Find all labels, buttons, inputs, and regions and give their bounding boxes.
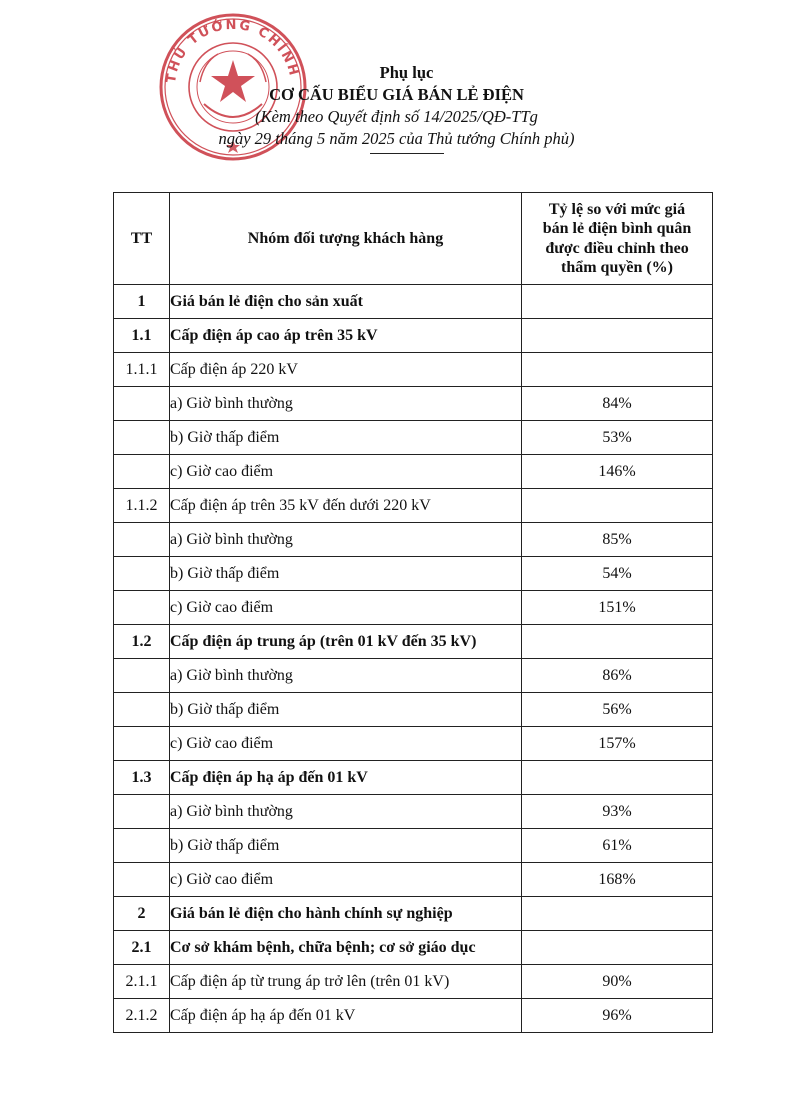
row-number: 2.1.1 [114, 965, 170, 999]
row-number: 1.1.2 [114, 489, 170, 523]
price-ratio-value [522, 931, 713, 965]
decision-reference: (Kèm theo Quyết định số 14/2025/QĐ-TTg [255, 107, 538, 126]
row-number [114, 557, 170, 591]
customer-group-name: a) Giờ bình thường [170, 523, 522, 557]
table-row [114, 421, 713, 455]
row-number [114, 659, 170, 693]
row-number [114, 795, 170, 829]
appendix-title: Phụ lục [379, 63, 434, 82]
table-row [114, 863, 713, 897]
row-number [114, 523, 170, 557]
row-number: 1 [114, 285, 170, 319]
price-ratio-value: 157% [522, 727, 713, 761]
customer-group-name: a) Giờ bình thường [170, 795, 522, 829]
row-number [114, 727, 170, 761]
table-row [114, 319, 713, 353]
table-row [114, 523, 713, 557]
table-row [114, 659, 713, 693]
price-ratio-value: 151% [522, 591, 713, 625]
column-header-ratio-line: bán lẻ điện bình quân [542, 220, 692, 237]
row-number [114, 693, 170, 727]
row-number [114, 455, 170, 489]
table-row [114, 455, 713, 489]
price-ratio-value [522, 319, 713, 353]
table-row [114, 591, 713, 625]
document-header [0, 62, 793, 154]
customer-group-name: Giá bán lẻ điện cho sản xuất [170, 285, 522, 319]
price-ratio-value: 146% [522, 455, 713, 489]
row-number [114, 421, 170, 455]
row-number: 2.1.2 [114, 999, 170, 1033]
row-number [114, 863, 170, 897]
price-ratio-value: 90% [522, 965, 713, 999]
row-number: 1.2 [114, 625, 170, 659]
table-row [114, 795, 713, 829]
customer-group-name: c) Giờ cao điểm [170, 727, 522, 761]
customer-group-name: c) Giờ cao điểm [170, 591, 522, 625]
row-number [114, 829, 170, 863]
table-row [114, 965, 713, 999]
customer-group-name: Giá bán lẻ điện cho hành chính sự nghiệp [170, 897, 522, 931]
column-header-customer-group: Nhóm đối tượng khách hàng [170, 193, 522, 285]
table-row [114, 557, 713, 591]
price-ratio-value [522, 625, 713, 659]
customer-group-name: Cấp điện áp 220 kV [170, 353, 522, 387]
row-number: 1.1.1 [114, 353, 170, 387]
table-header-row [114, 193, 713, 285]
price-ratio-value: 61% [522, 829, 713, 863]
table-row [114, 285, 713, 319]
customer-group-name: c) Giờ cao điểm [170, 863, 522, 897]
row-number [114, 387, 170, 421]
customer-group-name: Cấp điện áp hạ áp đến 01 kV [170, 761, 522, 795]
price-ratio-value [522, 353, 713, 387]
column-header-ratio [522, 193, 713, 285]
appendix-heading: CƠ CẤU BIỂU GIÁ BÁN LẺ ĐIỆN [269, 85, 524, 104]
decision-date: ngày 29 tháng 5 năm 2025 của Thủ tướng Chính phủ) [218, 129, 575, 148]
row-number: 1.1 [114, 319, 170, 353]
customer-group-name: Cấp điện áp trên 35 kV đến dưới 220 kV [170, 489, 522, 523]
customer-group-name: Cấp điện áp trung áp (trên 01 kV đến 35 kV) [170, 625, 522, 659]
customer-group-name: b) Giờ thấp điểm [170, 557, 522, 591]
price-ratio-value [522, 897, 713, 931]
row-number: 2.1 [114, 931, 170, 965]
customer-group-name: b) Giờ thấp điểm [170, 693, 522, 727]
table-body [114, 285, 713, 1033]
row-number: 2 [114, 897, 170, 931]
column-header-tt: TT [114, 193, 170, 285]
column-header-ratio-line: được điều chỉnh theo [545, 239, 689, 257]
table-row [114, 625, 713, 659]
column-header-ratio-line: thẩm quyền (%) [560, 259, 673, 276]
price-ratio-value [522, 489, 713, 523]
customer-group-name: Cấp điện áp hạ áp đến 01 kV [170, 999, 522, 1033]
table-row [114, 387, 713, 421]
customer-group-name: b) Giờ thấp điểm [170, 421, 522, 455]
customer-group-name: b) Giờ thấp điểm [170, 829, 522, 863]
price-ratio-value: 54% [522, 557, 713, 591]
price-ratio-value: 56% [522, 693, 713, 727]
table-row [114, 727, 713, 761]
customer-group-name: a) Giờ bình thường [170, 387, 522, 421]
price-ratio-value: 84% [522, 387, 713, 421]
price-ratio-value [522, 761, 713, 795]
price-ratio-value: 168% [522, 863, 713, 897]
customer-group-name: a) Giờ bình thường [170, 659, 522, 693]
price-ratio-value: 86% [522, 659, 713, 693]
table-row [114, 353, 713, 387]
table-row [114, 999, 713, 1033]
customer-group-name: Cấp điện áp từ trung áp trở lên (trên 01 kV) [170, 965, 522, 999]
header-divider [370, 153, 444, 154]
customer-group-name: Cấp điện áp cao áp trên 35 kV [170, 319, 522, 353]
price-ratio-value: 93% [522, 795, 713, 829]
column-header-ratio-line: Tỷ lệ so với mức giá [548, 200, 686, 218]
price-ratio-value: 53% [522, 421, 713, 455]
price-ratio-value [522, 285, 713, 319]
table-row [114, 761, 713, 795]
table-row [114, 489, 713, 523]
customer-group-name: c) Giờ cao điểm [170, 455, 522, 489]
tariff-structure-table [113, 192, 713, 1033]
table-row [114, 829, 713, 863]
row-number: 1.3 [114, 761, 170, 795]
table-row [114, 693, 713, 727]
table-row [114, 931, 713, 965]
price-ratio-value: 96% [522, 999, 713, 1033]
table-row [114, 897, 713, 931]
price-ratio-value: 85% [522, 523, 713, 557]
row-number [114, 591, 170, 625]
customer-group-name: Cơ sở khám bệnh, chữa bệnh; cơ sở giáo dục [170, 931, 522, 965]
svg-text:THỦ TƯỚNG CHÍNH: THỦ TƯỚNG CHÍNH [163, 17, 302, 84]
